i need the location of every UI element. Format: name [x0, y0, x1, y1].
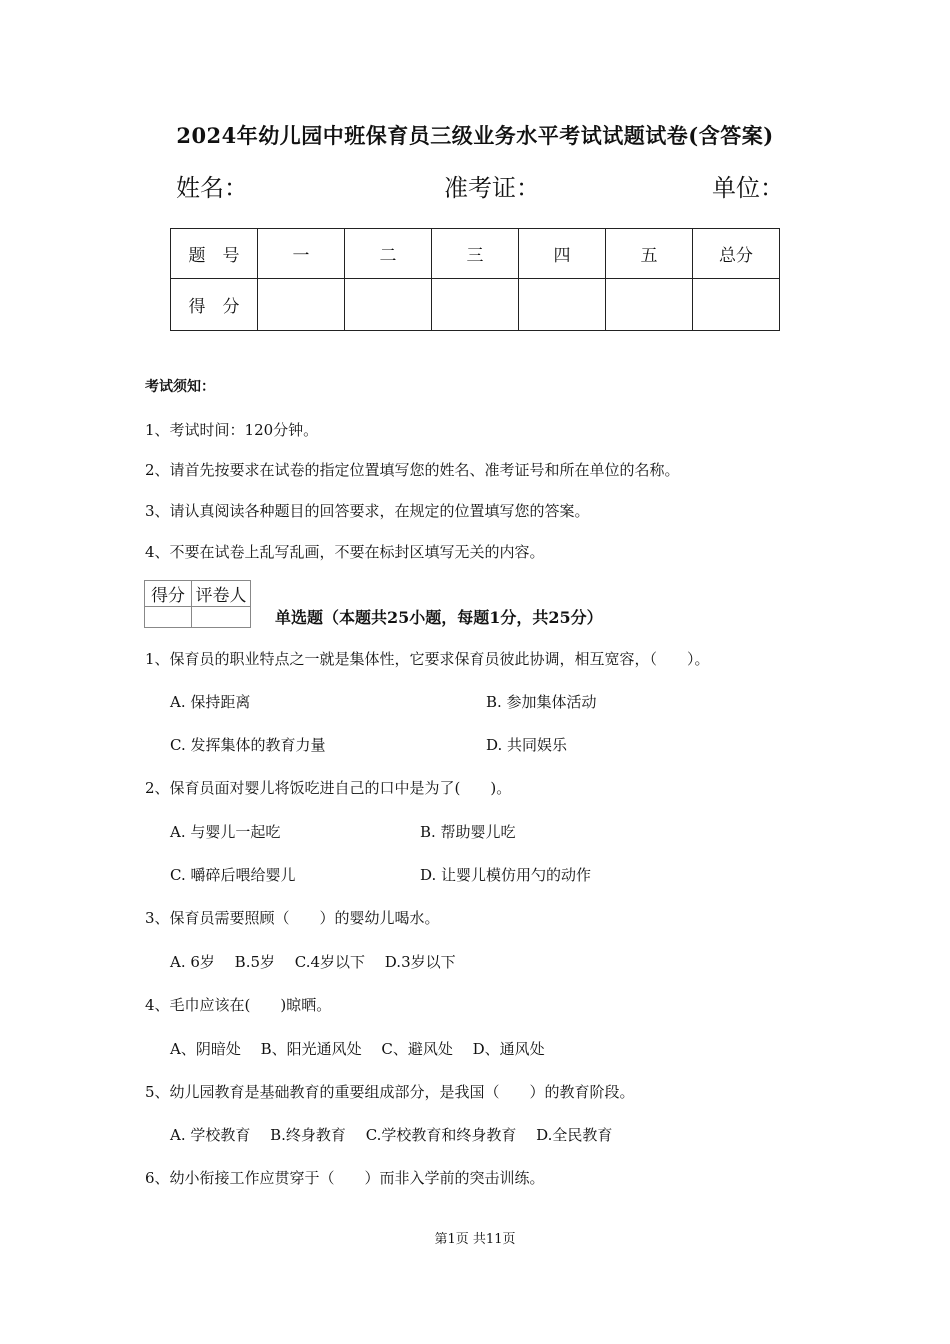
option: C. 嚼碎后喂给婴儿: [170, 866, 296, 884]
grader-table: [144, 580, 251, 628]
grader-reviewer-label: 评卷人: [192, 581, 251, 607]
option: D. 让婴儿模仿用勺的动作: [420, 866, 592, 884]
option: A. 与婴儿一起吃: [170, 823, 281, 841]
note-item: 4、不要在试卷上乱写乱画，不要在标封区填写无关的内容。: [145, 543, 545, 561]
score-table: [170, 228, 780, 331]
option: D. 共同娱乐: [486, 736, 568, 754]
name-label: 姓名：: [176, 174, 248, 202]
score-entry-cell: [432, 279, 519, 331]
score-header-cell: 二: [345, 229, 432, 279]
page-footer: 第1页 共11页: [434, 1232, 516, 1247]
candidate-fields: [0, 168, 950, 208]
score-entry-cell: [345, 279, 432, 331]
score-header-cell: 题 号: [171, 229, 258, 279]
grader-reviewer-cell: [192, 607, 251, 628]
grader-score-cell: [145, 607, 192, 628]
score-row-label: 得 分: [171, 279, 258, 331]
option: A. 保持距离: [170, 693, 251, 711]
option: B. 帮助婴儿吃: [420, 823, 516, 841]
unit-label: 单位：: [712, 174, 784, 202]
score-header-cell: 四: [519, 229, 606, 279]
score-table-score-row: [171, 279, 780, 331]
question-1: 1、保育员的职业特点之一就是集体性，它要求保育员彼此协调，相互宽容，（ ）。: [145, 650, 710, 668]
section-title: 单选题（本题共25小题，每题1分，共25分）: [275, 608, 603, 627]
note-item: 2、请首先按要求在试卷的指定位置填写您的姓名、准考证号和所在单位的名称。: [145, 461, 680, 479]
note-item: 1、考试时间：120分钟。: [145, 421, 319, 439]
option: B. 参加集体活动: [486, 693, 597, 711]
score-entry-cell: [693, 279, 780, 331]
option: C. 发挥集体的教育力量: [170, 736, 326, 754]
exam-id-label: 准考证：: [444, 174, 540, 202]
question-2: 2、保育员面对婴儿将饭吃进自己的口中是为了( )。: [145, 779, 512, 797]
question-5: 5、幼儿园教育是基础教育的重要组成部分，是我国（ ）的教育阶段。: [145, 1083, 635, 1101]
score-header-cell: 五: [606, 229, 693, 279]
score-header-cell: 总分: [693, 229, 780, 279]
grader-score-label: 得分: [145, 581, 192, 607]
notes-heading: 考试须知：: [145, 379, 215, 395]
note-item: 3、请认真阅读各种题目的回答要求，在规定的位置填写您的答案。: [145, 502, 590, 520]
document-title: 2024年幼儿园中班保育员三级业务水平考试试题试卷(含答案): [176, 123, 774, 148]
score-entry-cell: [258, 279, 345, 331]
score-header-cell: 一: [258, 229, 345, 279]
score-table-header-row: [171, 229, 780, 279]
score-entry-cell: [519, 279, 606, 331]
question-6: 6、幼小衔接工作应贯穿于（ ）而非入学前的突击训练。: [145, 1169, 545, 1187]
score-entry-cell: [606, 279, 693, 331]
question-3: 3、保育员需要照顾（ ）的婴幼儿喝水。: [145, 909, 440, 927]
question-4: 4、毛巾应该在( )晾晒。: [145, 996, 332, 1014]
options-row: A. 6岁 B.5岁 C.4岁以下 D.3岁以下: [170, 953, 456, 971]
options-row: A、阴暗处 B、阳光通风处 C、避风处 D、通风处: [170, 1040, 545, 1058]
score-header-cell: 三: [432, 229, 519, 279]
options-row: A. 学校教育 B.终身教育 C.学校教育和终身教育 D.全民教育: [170, 1126, 613, 1144]
